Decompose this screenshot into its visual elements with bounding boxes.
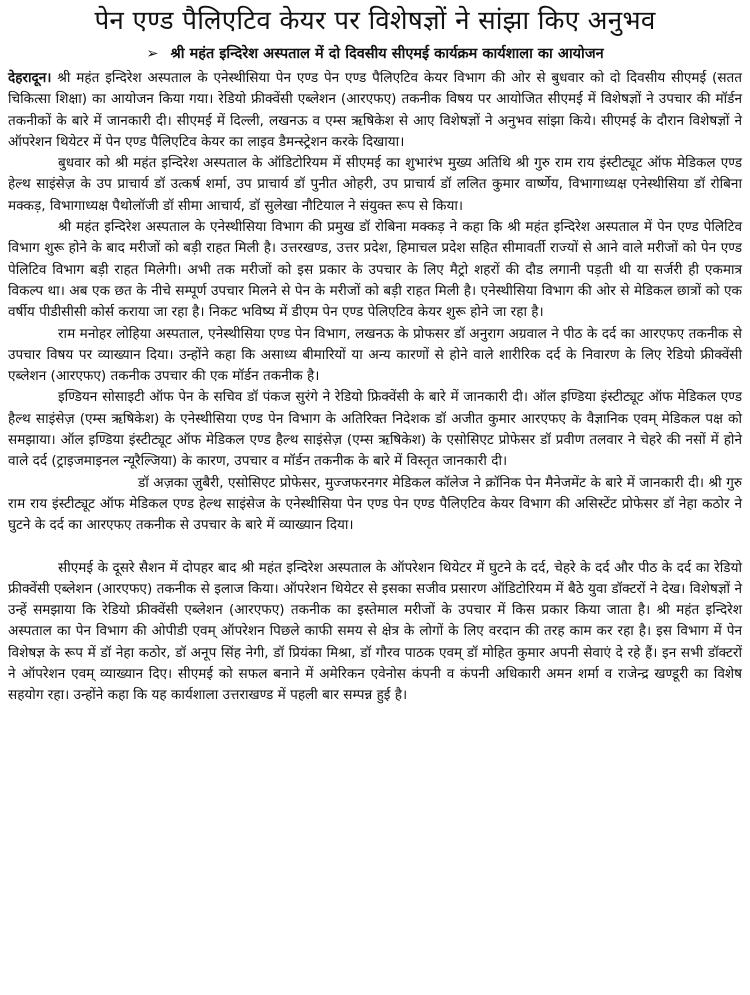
paragraph-1 [8, 68, 742, 153]
subheadline-text: श्री महंत इन्दिरेश अस्पताल में दो दिवसीय सीएमई कार्यक्रम कार्यशाला का आयोजन [170, 46, 604, 62]
paragraph-gap [8, 537, 742, 558]
paragraph-7: सीएमई के दूसरे सैशन में दोपहर बाद श्री महंत इन्दिरेश अस्पताल के ऑपरेशन थियेटर में घुटने के दर्द, चेहरे के दर्द और पीठ के दर्द का रेडियो फ्रीक्वेंसी एब्लेशन (आरएफए) तकनीक से इलाज किया। ऑपरेशन थियेटर से इसका सजीव प्रसारण ऑडिटोरियम में बैठे युवा डॉक्टरों ने देख। विशेषज्ञों ने उन्हें समझाया कि रेडियो फ्रीक्वेंसी एब्लेशन (आरएफए) तकनीक का इस्तेमाल मरीजों के उपचार में किस प्रकार किया जाता है। श्री महंत इन्दिरेश अस्पताल का पेन विभाग की ओपीडी एवम् ऑपरेशन पिछले काफी समय से क्षेत्र के लोगों के लिए वरदान की तरह काम कर रहा है। इस विभाग में पेन विशेषज्ञ के रूप में डॉ नेहा कठोर, डॉ अनूप सिंह नेगी, डॉ प्रियंका मिश्रा, डॉ गौरव पाठक एवम् डॉ मोहित कुमार अपनी सेवाएं दे रहे हैं। इन सभी डॉक्टरों ने ऑपरेशन एवम् व्याख्यान दिए। सीएमई को सफल बनाने में अमेरिकन एवेनोस कंपनी व कंपनी अधिकारी अमन शर्मा व राजेन्द्र खण्डूरी का विशेष सहयोग रहा। उन्होंने कहा कि यह कार्यशाला उत्तराखण्ड में पहली बार सम्पन्न हुई है। [8, 559, 742, 704]
paragraph-5: इण्डियन सोसाइटी ऑफ पेन के सचिव डॉ पंकज सुरंगे ने रेडियो फ्रिक्वेंसी के बारे में जानकारी दी। ऑल इण्डिया इंस्टीट्यूट ऑफ मेडिकल एण्ड हैल्थ साइंसेज़ (एम्स ऋषिकेश) के एनेस्थीसिया एण्ड पेन विभाग के अतिरिक्त निदेशक डॉ अजीत कुमार आरएफए के वैज्ञानिक एवम् मेडिकल पक्ष को समझाया। ऑल इण्डिया इंस्टीट्यूट ऑफ मेडिकल एण्ड हैल्थ साइंसेज़ (एम्स ऋषिकेश) के एसोसिएट प्रोफेसर डॉ प्रवीण तलवार ने चेहरे की नसों में होने वाले दर्द (ट्राइजमाइनल न्यूरैल्जिया) के कारण, उपचार व मॉर्डन तकनीक के बारे में विस्तृत जानकारी दी। [8, 389, 742, 470]
arrow-bullet-icon: ➢ [146, 46, 159, 62]
headline: पेन एण्ड पैलिएटिव केयर पर विशेषज्ञों ने सांझा किए अनुभव [94, 6, 656, 36]
subheadline [8, 44, 742, 64]
paragraph-3: श्री महंत इन्दिरेश अस्पताल के एनेस्थीसिया विभाग की प्रमुख डॉ रोबिना मक्कड़ ने कहा कि श्री महंत इन्दिरेश अस्पताल में पेन एण्ड पेलिटिव विभाग शुरू होने के बाद मरीजों को बड़ी राहत मिली है। उत्तरखण्ड, उत्तर प्रदेश, हिमाचल प्रदेश सहित सीमावर्ती राज्यों से आने वाले मरीजों को पेन एण्ड पेलिटिव विभाग बड़ी राहत मिलेगी। अभी तक मरीजों को इस प्रकार के उपचार के लिए मैट्रो शहरों की दौड लगानी पड़ती थी या सर्जरी ही एकमात्र विकल्प था। अब एक छत के नीचे सम्पूर्ण उपचार मिलने से पेन के मरीजों को बड़ी राहत मिली है। एनेस्थीसिया विभाग की ओर से मेडिकल छात्रों को एक वर्षीय पीडीसीसी कोर्स कराया जा रहा है। निकट भविष्य में डीएम पेन एण्ड पेलिएटिव केयर शुरू होने जा रहा है। [8, 219, 742, 321]
paragraph-2: बुधवार को श्री महंत इन्दिरेश अस्पताल के ऑडिटोरियम में सीएमई का शुभारंभ मुख्य अतिथि श्री गुरु राम राय इंस्टीट्यूट ऑफ मेडिकल एण्ड हेल्थ साइंसेज़ के उप प्राचार्य डॉ उत्कर्ष शर्मा, उप प्राचार्य डॉ पुनीत ओहरी, उप प्राचार्य डॉ ललित कुमार वार्ष्णेय, विभागाध्यक्ष एनेस्थीसिया डॉ रोबिना मक्कड़, विभागाध्यक्ष पैथोलॉजी डॉ सीमा आचार्य, डॉ सुलेखा नौटियाल ने संयुक्त रूप से किया। [8, 155, 742, 214]
paragraph-6: डॉ अज़का ज़ुबैरी, एसोसिएट प्रोफेसर, मुज्जफरनगर मेडिकल कॉलेज ने क्रॉनिक पेन मैनेजमेंट के बारे में जानकारी दी। श्री गुरु राम राय इंस्टीट्यूट ऑफ मेडिकल एण्ड हेल्थ साइंसेज के एनेस्थीसिया पेन एण्ड पेन एण्ड पैलिएटिव केयर विभाग की असिस्टेंट प्रोफेसर डॉ नेहा कठोर ने घुटने के दर्द का आरएफए तकनीक से उपचार के बारे में व्याख्यान दिया। [8, 474, 742, 534]
paragraph-1-text: श्री महंत इन्दिरेश अस्पताल के एनेस्थीसिया पेन एण्ड पेन एण्ड पैलिएटिव केयर विभाग की ओर से बुधवार को दो दिवसीय सीएमई (सतत चिकित्सा शिक्षा) का आयोजन किया गया। रेडियो फ्रीक्वेंसी एब्लेशन (आरएफए) तकनीक विषय पर आयोजित सीएमई में विशेषज्ञों ने उपचार की मॉर्डन तकनीकों के बारे में जानकारी दी। सीएमई में दिल्ली, लखनऊ व एम्स ऋषिकेश से आए विशेषज्ञों ने अनुभव सांझा किये। सीएमई के दौरान विशेषज्ञों ने ऑपरेशन थियेटर में पेन एण्ड पैलिएटिव केयर का लाइव डैमन्स्ट्रेशन करके दिखाया। [8, 70, 743, 150]
paragraph-4: राम मनोहर लोहिया अस्पताल, एनेस्थीसिया एण्ड पेन विभाग, लखनऊ के प्रोफसर डॉ अनुराग अग्रवाल ने पीठ के दर्द का आरएफए तकनीक से उपचार विषय पर व्याख्यान दिया। उन्होंने कहा कि असाध्य बीमारियों या अन्य कारणों से होने वाले शारीरिक दर्द के निवारण के लिए रेडियो फ्रीक्वेंसी एब्लेशन (आरएफए) तकनीक उपचार की एक मॉर्डन तकनीक है। [8, 325, 742, 385]
dateline: देहरादून। [8, 70, 52, 86]
